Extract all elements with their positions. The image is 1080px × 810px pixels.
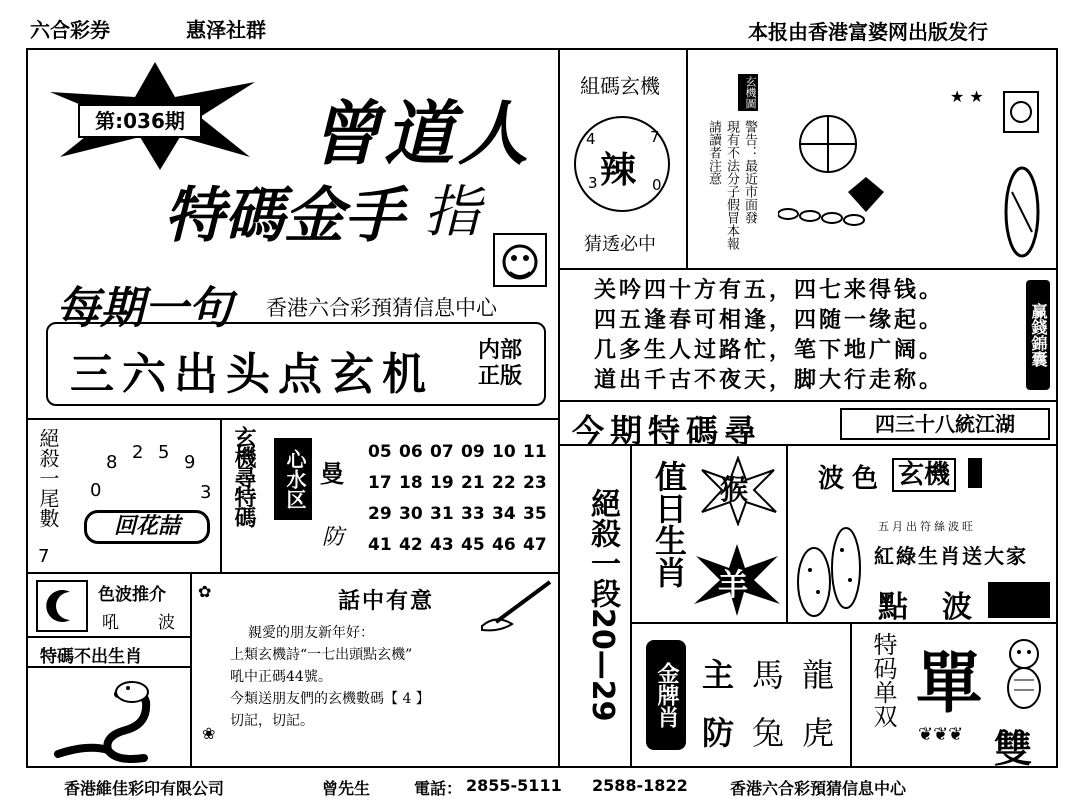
talk-line-1: 親愛的朋友新年好： [248,625,374,641]
footer-company: 香港維佳彩印有限公司 [64,779,225,798]
grid-number: 19 [430,473,454,493]
snake-block [26,666,192,768]
grid-number: 23 [523,473,547,493]
no-zodiac: 特碼不出生肖 [40,647,142,667]
kill-tail-block [26,418,222,574]
talk-title: 話中有意 [338,589,435,614]
title-sub-tail: 指 [424,180,480,245]
tail-digit: 3 [200,482,212,503]
footer-center: 香港六合彩預猜信息中心 [730,779,907,798]
tail-digit: 2 [132,442,144,463]
svg-text:★ ★: ★ ★ [950,87,984,106]
color-line-1: 吼 [102,613,119,633]
single-side: 特码单双 [869,632,897,728]
kill-seg-label: 絕殺一段 [585,488,620,608]
heart-zone: 心水区 [274,438,312,520]
title-block [26,48,560,420]
warning-text-2: 現有不法分子假冒本報 [724,120,739,250]
mystery-fang: 防 [322,525,345,550]
color-line-2: 波 [158,613,175,633]
moon-icon [36,580,88,632]
header-left-1: 六合彩券 [30,18,110,42]
grid-number: 07 [430,442,454,462]
grid-number: 46 [492,535,516,555]
grid-number: 18 [399,473,423,493]
ornament-icon: ❦❦❦ [918,724,964,745]
wave-redacted [968,458,982,488]
combo-n2: 7 [650,128,660,146]
single-big: 單 [916,645,982,722]
title-name: 曾道人 [310,93,532,175]
header-right: 本报由香港富婆网出版发行 [748,20,988,44]
title-sub: 特碼金手 [164,181,404,251]
talk-line-5: 切記，切記。 [230,713,314,729]
talk-line-4: 今類送朋友們的玄機數碼【 4 】 [230,691,430,707]
grid-number: 42 [399,535,423,555]
number-grid [368,442,558,572]
wave-title: 波色 [818,464,887,494]
mystery-big: 曼 [320,460,344,488]
grid-number: 22 [492,473,516,493]
gold-r2a: 防 [702,714,735,752]
combo-block [558,48,688,270]
mystery-illustration-icon [778,62,1054,262]
poem-line-3: 几多生人过路忙，笔下地广阔。 [594,338,945,363]
kill-tail-logo: 回花喆 [84,510,210,544]
gold-label: 金牌肖 [646,640,686,750]
wave-block [786,444,1058,624]
grid-number: 47 [523,535,547,555]
combo-n4: 0 [652,176,662,194]
color-block [26,572,192,638]
duty-b: 羊 [718,568,748,603]
kill-tail-value: 7 [38,546,50,567]
today-value: 四三十八統江湖 [840,408,1050,440]
grid-number: 29 [368,504,392,524]
wave-title-2: 玄機 [892,458,956,492]
grid-number: 09 [461,442,485,462]
no-zodiac-block [26,636,192,668]
wave-line: 紅綠生肖送大家 [874,544,1028,568]
tail-digit: 9 [184,452,196,473]
grid-number: 05 [368,442,392,462]
footer-person: 曾先生 [322,779,371,798]
banner-tag: 内部正版 [478,338,523,389]
color-title: 色波推介 [98,585,166,605]
wave-bo: 波 [942,590,972,625]
poem-line-2: 四五逢春可相逢，四随一缘起。 [594,308,945,333]
footer-phone-1: 2855-5111 [466,776,562,795]
duty-block [630,444,788,624]
kill-seg-text [580,488,624,748]
gold-r1a: 主 [702,656,735,694]
footer-phone-label: 電話： [414,779,463,798]
issue-number: 第:036期 [78,104,202,138]
warning-text-3: 請讀者注意 [706,120,721,185]
today-block [558,400,1058,450]
tail-digit: 8 [106,452,118,473]
grid-number: 43 [430,535,454,555]
footer-phone-2: 2588-1822 [592,776,688,795]
talk-line-3: 吼中正碼44號。 [230,669,332,685]
grid-number: 35 [523,504,547,524]
gold-r1b: 馬 [752,656,785,694]
kill-seg-block [558,444,632,768]
single-block [850,622,1058,771]
snake-icon [48,674,178,764]
cactus-icon [792,520,868,620]
center-name: 香港六合彩預猜信息中心 [266,296,497,320]
grid-number: 11 [523,442,547,462]
flower-icon: ✿ [198,582,212,601]
warning-block [686,48,1058,270]
grid-number: 41 [368,535,392,555]
warning-tag: 玄機圖 [738,74,758,111]
combo-n3: 3 [588,174,598,192]
poem-side-tag: 赢錢錦囊 [1026,280,1050,390]
grid-number: 10 [492,442,516,462]
talk-line-2: 上類玄機詩“一七出頭點玄機” [230,647,413,663]
poem-block [558,268,1058,402]
kill-seg-value: 20—29 [585,608,620,722]
tail-digit: 0 [90,480,102,501]
tiger-icon [996,632,1052,712]
grid-number: 34 [492,504,516,524]
duty-label: 值日生肖 [650,460,688,588]
flower-icon: ❀ [202,724,216,743]
grid-number: 06 [399,442,423,462]
wave-redacted-2 [988,582,1050,618]
today-label: 今期特碼尋 [572,412,763,450]
poem-line-1: 关吟四十方有五，四七来得钱。 [594,278,945,303]
warning-text-1: 警告：最近市面發 [742,120,757,224]
duty-a: 猴 [720,473,749,506]
talk-block [190,572,560,768]
pen-icon [476,578,556,634]
grid-number: 21 [461,473,485,493]
tail-digit: 5 [158,442,170,463]
wave-dian: 點 [878,590,908,625]
poem-line-4: 道出千古不夜天，脚大行走称。 [594,368,945,393]
grid-number: 17 [368,473,392,493]
banner-text: 三六出头点玄机 [70,349,434,400]
single-tail: 雙 [994,727,1033,771]
grid-number: 45 [461,535,485,555]
gold-r2c: 虎 [802,714,835,752]
grid-number: 31 [430,504,454,524]
mystery-block [220,418,560,574]
combo-n1: 4 [586,130,596,148]
gold-block [630,622,852,768]
gold-r1c: 龍 [802,656,835,694]
grid-number: 30 [399,504,423,524]
gold-r2b: 兔 [752,714,785,752]
grid-number: 33 [461,504,485,524]
mystery-label: 玄機尋特碼 [231,426,256,526]
slogan: 每期一句 [56,283,232,334]
mascot-icon [492,232,548,288]
combo-title: 組碼玄機 [580,74,660,98]
combo-center: 辣 [600,149,637,191]
header-left-2: 惠泽社群 [186,18,266,42]
kill-tail-label: 絕殺一尾數 [36,428,60,528]
combo-footer: 猜透必中 [584,234,656,255]
wave-small: 五月出符絲波旺 [878,520,976,533]
